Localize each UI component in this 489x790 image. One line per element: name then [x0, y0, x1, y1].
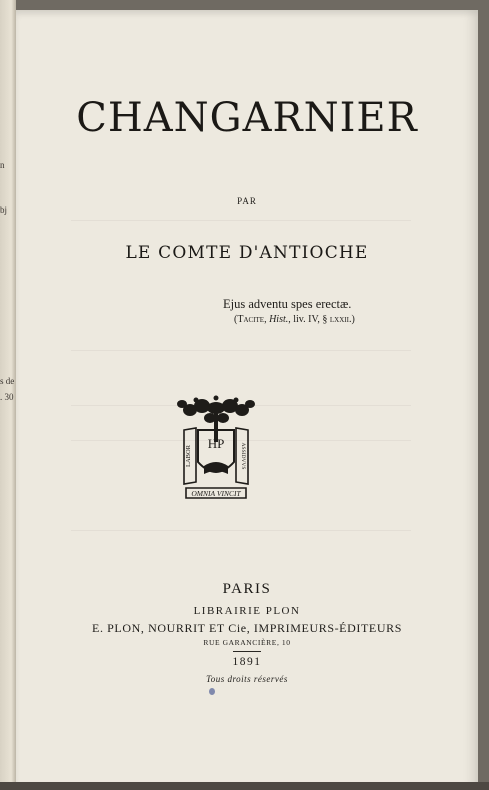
- device-monogram: HP: [207, 436, 225, 451]
- device-right-banner: ASSIDVVS: [240, 442, 246, 470]
- adjacent-page-edge: [0, 0, 16, 790]
- publisher-device-emblem: [166, 390, 266, 510]
- show-through: [71, 220, 411, 221]
- divider-rule: [233, 651, 261, 652]
- device-left-banner: LABOR: [185, 444, 192, 468]
- epigraph-citation: (Tacite, Hist., liv. IV, § lxxii.): [234, 314, 355, 325]
- imprint-year: 1891: [232, 656, 262, 668]
- show-through: [71, 350, 411, 351]
- rights-notice: Tous droits réservés: [206, 674, 288, 684]
- book-author: LE COMTE D'ANTIOCHE: [125, 243, 369, 263]
- imprint-city: PARIS: [222, 581, 272, 597]
- imprint-printers: E. PLON, NOURRIT ET Cie, IMPRIMEURS-ÉDITEURS: [92, 621, 402, 635]
- adjacent-page-fragment: bj: [0, 205, 8, 215]
- ink-stain: [209, 688, 215, 695]
- imprint-publisher: LIBRAIRIE PLON: [193, 605, 301, 617]
- book-bottom-edge: [0, 782, 489, 790]
- imprint-address: RUE GARANCIÈRE, 10: [203, 638, 291, 647]
- show-through: [71, 530, 411, 531]
- adjacent-page-fragment: . 30: [0, 392, 14, 402]
- epigraph-quote: Ejus adventu spes erectæ.: [223, 297, 352, 311]
- book-title: CHANGARNIER: [76, 95, 418, 141]
- adjacent-page-fragment: n: [0, 160, 5, 170]
- device-bottom-banner: OMNIA VINCIT: [191, 489, 241, 498]
- title-page: [16, 10, 478, 790]
- byline-par: PAR: [237, 196, 257, 206]
- adjacent-page-fragment: s de: [0, 376, 15, 386]
